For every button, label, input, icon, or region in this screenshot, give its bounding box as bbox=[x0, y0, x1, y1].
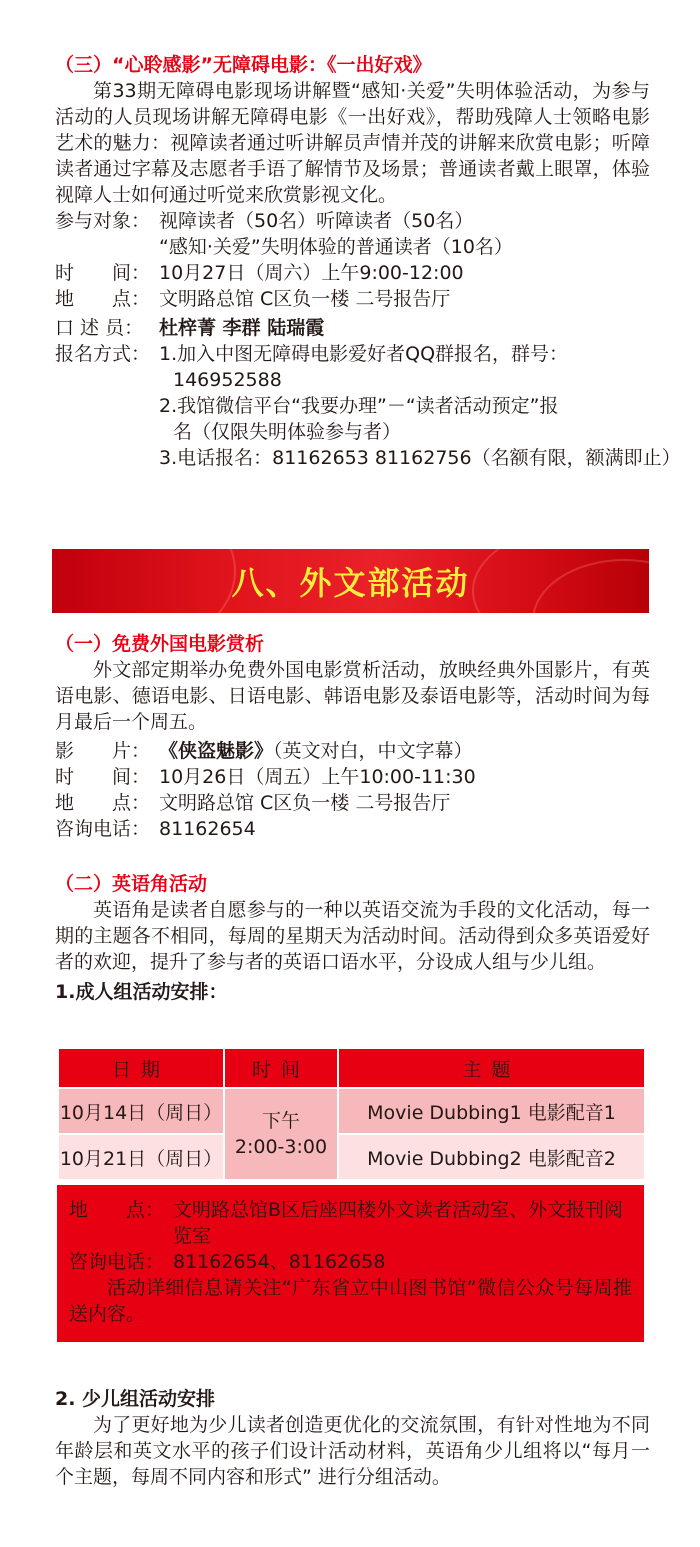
film-label: 影 片： bbox=[55, 740, 151, 762]
table-header-row bbox=[58, 1048, 645, 1088]
phone-row bbox=[55, 816, 650, 842]
time-line-2: 2:00-3:00 bbox=[234, 1136, 328, 1158]
section-banner bbox=[52, 549, 649, 613]
section-paragraph: 第33期无障碍电影现场讲解暨“感知·关爱”失明体验活动，为参与活动的人员现场讲解无障碍电影《一出好戏》，帮助残障人士领略电影艺术的魅力：视障读者通过听讲解员声情并茂的讲解来欣赏电影；听障读者通过字幕及志愿者手语了解情节及场景；普通读者戴上眼罩，体验视障人士如何通过听觉来欣赏影视文化。 bbox=[55, 80, 650, 206]
film-note: （英文对白，中文字幕） bbox=[273, 740, 473, 762]
place-value: 文明路总馆B区后座四楼外文读者活动室、外文报刊阅览室 bbox=[173, 1199, 624, 1247]
date-cell: 10月14日（周日） bbox=[58, 1088, 224, 1134]
place-row bbox=[69, 1197, 632, 1249]
child-group-heading: 2. 少儿组活动安排 bbox=[55, 1388, 216, 1410]
header-time: 时间 bbox=[224, 1048, 338, 1088]
film-row bbox=[55, 738, 650, 764]
phone-row bbox=[69, 1249, 632, 1275]
signup-method-2: 2.我馆微信平台“我要办理”－“读者活动预定”报 bbox=[159, 395, 559, 417]
section-paragraph: 英语角是读者自愿参与的一种以英语交流为手段的文化活动，每一期的主题各不相同，每周的星期天为活动时间。活动得到众多英语爱好者的欢迎，提升了参与者的英语口语水平，分设成人组与少儿组。 bbox=[55, 899, 650, 973]
time-value: 10月27日（周六）上午9:00-12:00 bbox=[159, 262, 464, 284]
place-row bbox=[55, 790, 650, 816]
time-label: 时 间： bbox=[55, 766, 151, 788]
section-foreign-film bbox=[55, 631, 650, 842]
place-label: 地 点： bbox=[69, 1199, 165, 1221]
info-box bbox=[57, 1185, 644, 1342]
audience-value-2: “感知·关爱”失明体验的普通读者（10名） bbox=[159, 236, 513, 258]
time-label: 时 间： bbox=[55, 262, 151, 284]
section-children-group bbox=[55, 1386, 650, 1490]
narrator-value: 杜梓菁 李群 陆瑞霞 bbox=[159, 317, 325, 339]
audience-row bbox=[55, 208, 650, 234]
time-row bbox=[55, 260, 650, 286]
narrator-row bbox=[55, 315, 650, 341]
phone-value: 81162654、81162658 bbox=[173, 1251, 386, 1273]
section-accessible-film bbox=[55, 52, 681, 471]
banner-title: 八、外文部活动 bbox=[231, 564, 470, 602]
place-label: 地 点： bbox=[55, 792, 151, 814]
table-row bbox=[58, 1134, 645, 1180]
table-row bbox=[58, 1088, 645, 1134]
signup-method-3: 3.电话报名：81162653 81162756（名额有限，额满即止） bbox=[159, 447, 681, 469]
phone-value: 81162654 bbox=[159, 818, 256, 840]
place-row bbox=[55, 286, 650, 312]
banner-decoration bbox=[52, 549, 236, 613]
time-row bbox=[55, 764, 650, 790]
phone-label: 咨询电话： bbox=[69, 1251, 165, 1273]
place-value: 文明路总馆 C区负一楼 二号报告厅 bbox=[159, 288, 451, 310]
place-label: 地 点： bbox=[55, 288, 151, 310]
header-date: 日期 bbox=[58, 1048, 224, 1088]
section-heading: （三）“心聆感影”无障碍电影：《一出好戏》 bbox=[55, 54, 432, 76]
header-topic: 主题 bbox=[338, 1048, 645, 1088]
section-heading: （二）英语角活动 bbox=[55, 873, 208, 895]
audience-value-1: 视障读者（50名）听障读者（50名） bbox=[159, 210, 474, 232]
time-value: 10月26日（周五）上午10:00-11:30 bbox=[159, 766, 476, 788]
section-english-corner bbox=[55, 871, 650, 1005]
place-value: 文明路总馆 C区负一楼 二号报告厅 bbox=[159, 792, 451, 814]
signup-row bbox=[55, 341, 650, 367]
audience-label: 参与对象： bbox=[55, 210, 151, 232]
qq-group-number: 146952588 bbox=[173, 369, 282, 391]
signup-label: 报名方式： bbox=[55, 343, 151, 365]
section-heading: （一）免费外国电影赏析 bbox=[55, 633, 265, 655]
phone-label: 咨询电话： bbox=[55, 818, 151, 840]
adult-group-heading: 1.成人组活动安排： bbox=[55, 981, 228, 1003]
time-line-1: 下午 bbox=[261, 1110, 300, 1132]
schedule-table bbox=[57, 1047, 646, 1181]
narrator-label: 口 述 员： bbox=[55, 317, 144, 339]
film-title: 《侠盗魅影》 bbox=[159, 740, 274, 762]
date-cell: 10月21日（周日） bbox=[58, 1134, 224, 1180]
signup-method-1: 1.加入中图无障碍电影爱好者QQ群报名，群号： bbox=[159, 343, 569, 365]
topic-cell: Movie Dubbing1 电影配音1 bbox=[338, 1088, 645, 1134]
time-cell bbox=[224, 1088, 338, 1180]
section-paragraph: 外文部定期举办免费外国电影赏析活动，放映经典外国影片，有英语电影、德语电影、日语电影、韩语电影及泰语电影等，活动时间为每月最后一个周五。 bbox=[55, 659, 650, 733]
child-group-paragraph: 为了更好地为少儿读者创造更优化的交流氛围，有针对性地为不同年龄层和英文水平的孩子们设计活动材料，英语角少儿组将以“每月一个主题，每周不同内容和形式” 进行分组活动。 bbox=[55, 1414, 650, 1488]
signup-method-2-cont: 名（仅限失明体验参与者） bbox=[173, 421, 402, 443]
topic-cell: Movie Dubbing2 电影配音2 bbox=[338, 1134, 645, 1180]
info-note: 活动详细信息请关注“广东省立中山图书馆”微信公众号每周推送内容。 bbox=[69, 1277, 632, 1325]
